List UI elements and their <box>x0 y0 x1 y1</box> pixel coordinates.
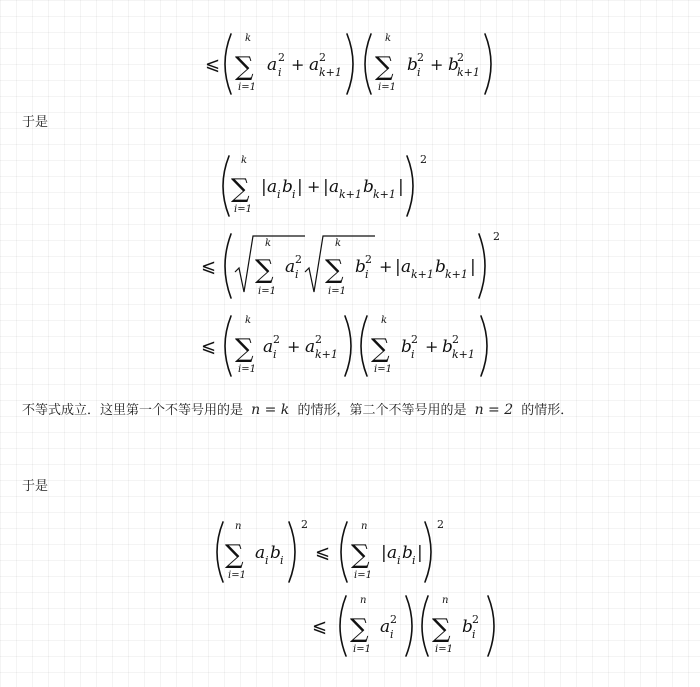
sub-k1: k+1 <box>373 188 396 201</box>
term-a: a <box>309 55 320 75</box>
abs-bar: | <box>470 257 476 277</box>
sub-i: i <box>397 554 401 567</box>
sum-lower-i1: i=1 <box>328 286 346 297</box>
sum-upper-k: k <box>381 315 388 326</box>
sub-i: i <box>295 268 299 281</box>
abs-bar: | <box>323 177 329 197</box>
sum-symbol: ∑ <box>231 174 250 204</box>
abs-bar: | <box>417 543 423 563</box>
plus-symbol: + <box>287 337 301 356</box>
sup-2: 2 <box>273 333 280 346</box>
sup-2: 2 <box>295 253 302 266</box>
sup-2: 2 <box>390 613 397 626</box>
equation-lhs-squared <box>215 150 435 222</box>
sum-symbol: ∑ <box>325 255 344 285</box>
equation-final-lhs <box>205 516 465 588</box>
sum-upper-k: k <box>241 155 248 166</box>
sum-upper-k: k <box>335 238 342 249</box>
equation-final-bound <box>310 590 510 662</box>
term-b: b <box>407 55 418 75</box>
leq-symbol: ⩽ <box>201 336 217 357</box>
term-b: b <box>363 177 374 197</box>
sum-upper-n: n <box>360 595 367 606</box>
sub-i: i <box>277 188 281 201</box>
term-b: b <box>270 543 281 563</box>
plus-symbol: + <box>425 337 439 356</box>
sum-symbol: ∑ <box>350 614 369 644</box>
term-a: a <box>380 617 391 637</box>
sum-lower-i1: i=1 <box>258 286 276 297</box>
term-a: a <box>401 257 412 277</box>
sum-symbol: ∑ <box>351 540 370 570</box>
sum-upper-k: k <box>245 315 252 326</box>
term-a: a <box>387 543 398 563</box>
sup-2-outer: 2 <box>437 518 444 531</box>
term-a: a <box>267 177 278 197</box>
equation-product-bound <box>195 310 515 382</box>
leq-symbol: ⩽ <box>205 54 221 75</box>
sum-lower-i1: i=1 <box>234 204 252 215</box>
sup-2: 2 <box>417 51 424 64</box>
sub-k1: k+1 <box>339 188 362 201</box>
sum-lower-i1: i=1 <box>435 644 453 655</box>
term-b: b <box>401 337 412 357</box>
term-b: b <box>435 257 446 277</box>
term-a: a <box>329 177 340 197</box>
sum-lower-i1: i=1 <box>378 82 396 93</box>
sup-2-outer: 2 <box>420 153 427 166</box>
inline-math-n-eq-2: n = 2 <box>474 402 514 418</box>
sub-i: i <box>417 66 421 79</box>
sup-2: 2 <box>365 253 372 266</box>
term-b: b <box>402 543 413 563</box>
sum-upper-k: k <box>245 33 252 44</box>
sup-2-outer: 2 <box>301 518 308 531</box>
sum-upper-k: k <box>385 33 392 44</box>
sum-symbol: ∑ <box>225 540 244 570</box>
sub-i: i <box>280 554 284 567</box>
conclusion-text-3: 的情形． <box>521 403 574 418</box>
sup-2: 2 <box>472 613 479 626</box>
sum-lower-i1: i=1 <box>374 364 392 375</box>
sum-lower-i1: i=1 <box>354 570 372 581</box>
sup-2: 2 <box>452 333 459 346</box>
abs-bar: | <box>381 543 387 563</box>
sub-i: i <box>273 348 277 361</box>
sub-k1: k+1 <box>315 348 338 361</box>
term-a: a <box>255 543 266 563</box>
leq-symbol: ⩽ <box>201 256 217 277</box>
sum-upper-n: n <box>361 521 368 532</box>
sup-2-outer: 2 <box>493 230 500 243</box>
sub-i: i <box>365 268 369 281</box>
sum-symbol: ∑ <box>235 52 254 82</box>
sub-i: i <box>411 348 415 361</box>
sub-k1: k+1 <box>411 268 434 281</box>
sum-lower-i1: i=1 <box>238 82 256 93</box>
plus-symbol: + <box>291 55 305 74</box>
term-a: a <box>305 337 316 357</box>
sum-lower-i1: i=1 <box>238 364 256 375</box>
sum-lower-i1: i=1 <box>353 644 371 655</box>
term-b: b <box>442 337 453 357</box>
sum-symbol: ∑ <box>235 334 254 364</box>
abs-bar: | <box>297 177 303 197</box>
sum-upper-k: k <box>265 238 272 249</box>
term-a: a <box>267 55 278 75</box>
equation-sqrt-bound <box>195 228 515 304</box>
plus-symbol: + <box>379 257 393 276</box>
sum-symbol: ∑ <box>371 334 390 364</box>
sub-k1: k+1 <box>457 66 480 79</box>
sum-upper-n: n <box>442 595 449 606</box>
sub-k1: k+1 <box>319 66 342 79</box>
sup-2: 2 <box>278 51 285 64</box>
sub-k1: k+1 <box>445 268 468 281</box>
sub-i: i <box>278 66 282 79</box>
paragraph-yushi-1: 于是 <box>22 115 49 130</box>
abs-bar: | <box>261 177 267 197</box>
sub-i: i <box>390 628 394 641</box>
term-a: a <box>285 257 296 277</box>
sub-i: i <box>265 554 269 567</box>
conclusion-text-2: 的情形，第二个不等号用的是 <box>297 403 467 418</box>
plus-symbol: + <box>430 55 444 74</box>
term-b: b <box>448 55 459 75</box>
sub-i: i <box>292 188 296 201</box>
abs-bar: | <box>395 257 401 277</box>
equation-top-inequality <box>195 28 515 100</box>
sub-k1: k+1 <box>452 348 475 361</box>
sum-symbol: ∑ <box>255 255 274 285</box>
sum-lower-i1: i=1 <box>228 570 246 581</box>
sum-symbol: ∑ <box>432 614 451 644</box>
leq-symbol: ⩽ <box>315 542 331 563</box>
sup-2: 2 <box>315 333 322 346</box>
conclusion-text-1: 不等式成立．这里第一个不等号用的是 <box>22 403 244 418</box>
inline-math-n-eq-k: n = k <box>251 402 290 418</box>
sub-i: i <box>472 628 476 641</box>
term-b: b <box>462 617 473 637</box>
term-b: b <box>355 257 366 277</box>
sup-2: 2 <box>411 333 418 346</box>
sum-symbol: ∑ <box>375 52 394 82</box>
plus-symbol: + <box>307 177 321 196</box>
term-a: a <box>263 337 274 357</box>
paragraph-yushi-2: 于是 <box>22 479 49 494</box>
leq-symbol: ⩽ <box>312 616 328 637</box>
sum-upper-n: n <box>235 521 242 532</box>
paragraph-conclusion <box>22 397 662 424</box>
term-b: b <box>282 177 293 197</box>
abs-bar: | <box>398 177 404 197</box>
sup-2: 2 <box>457 51 464 64</box>
sup-2: 2 <box>319 51 326 64</box>
sub-i: i <box>412 554 416 567</box>
